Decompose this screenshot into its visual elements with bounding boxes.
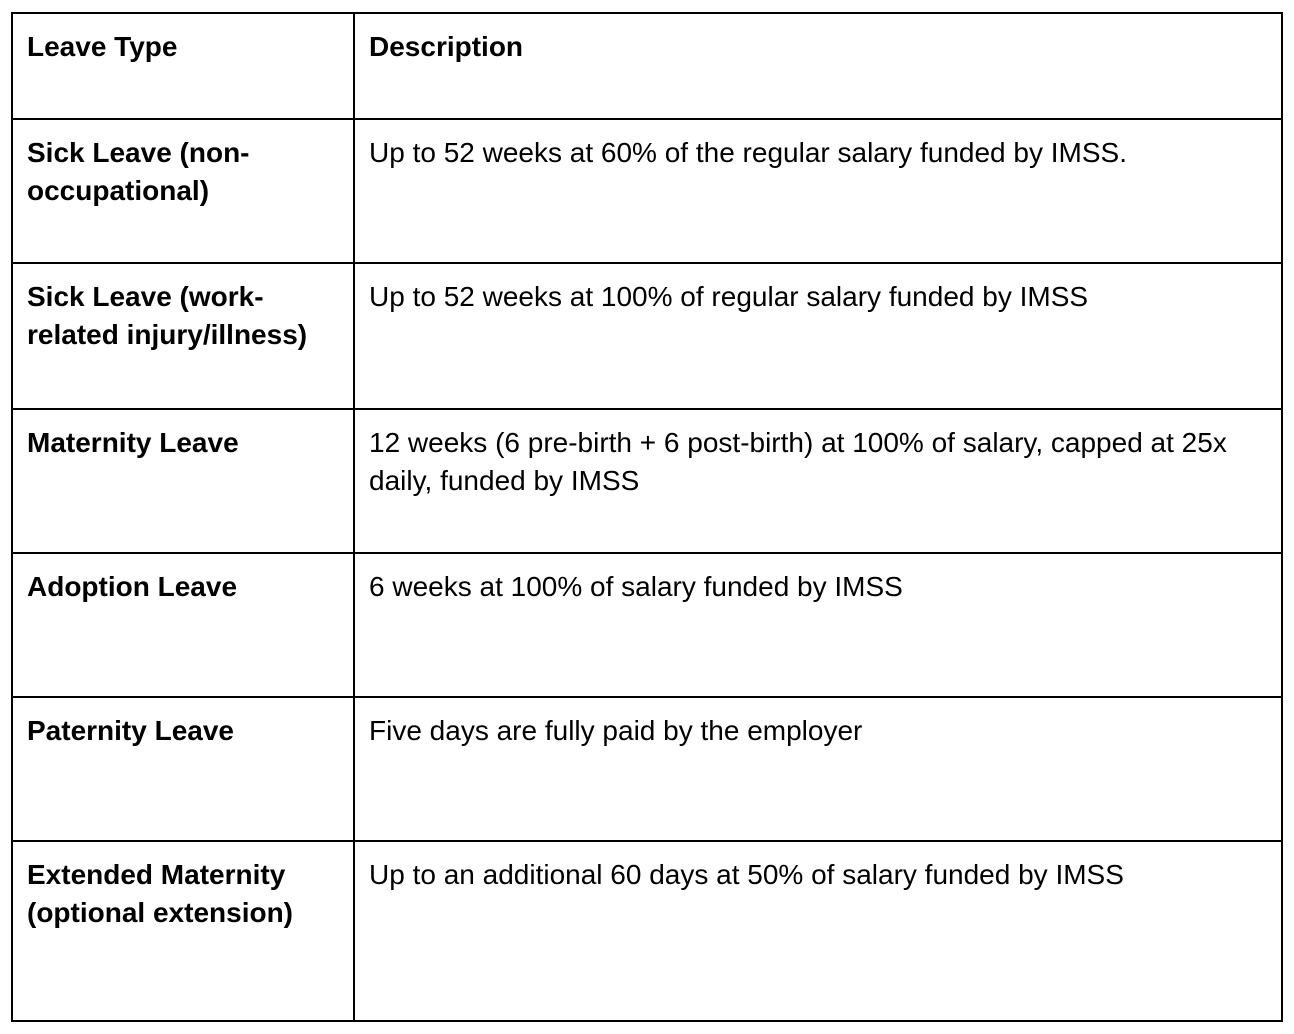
table-row <box>12 263 1282 409</box>
table-row <box>12 697 1282 841</box>
leave-type-cell: Extended Maternity (optional extension) <box>12 841 354 1021</box>
table-row <box>12 119 1282 263</box>
description-cell: Up to 52 weeks at 60% of the regular salary funded by IMSS. <box>354 119 1282 263</box>
leave-type-cell: Sick Leave (non-occupational) <box>12 119 354 263</box>
leave-type-cell: Adoption Leave <box>12 553 354 697</box>
description-cell: 12 weeks (6 pre-birth + 6 post-birth) at 100% of salary, capped at 25x daily, funded by IMSS <box>354 409 1282 553</box>
leave-type-cell: Paternity Leave <box>12 697 354 841</box>
leave-types-table <box>11 12 1283 1022</box>
table-row <box>12 841 1282 1021</box>
leave-type-cell: Maternity Leave <box>12 409 354 553</box>
description-cell: Five days are fully paid by the employer <box>354 697 1282 841</box>
column-header-description: Description <box>354 13 1282 119</box>
table-row <box>12 409 1282 553</box>
description-cell: Up to 52 weeks at 100% of regular salary funded by IMSS <box>354 263 1282 409</box>
table-header-row <box>12 13 1282 119</box>
leave-type-cell: Sick Leave (work-related injury/illness) <box>12 263 354 409</box>
description-cell: Up to an additional 60 days at 50% of salary funded by IMSS <box>354 841 1282 1021</box>
description-cell: 6 weeks at 100% of salary funded by IMSS <box>354 553 1282 697</box>
column-header-leave-type: Leave Type <box>12 13 354 119</box>
table-row <box>12 553 1282 697</box>
